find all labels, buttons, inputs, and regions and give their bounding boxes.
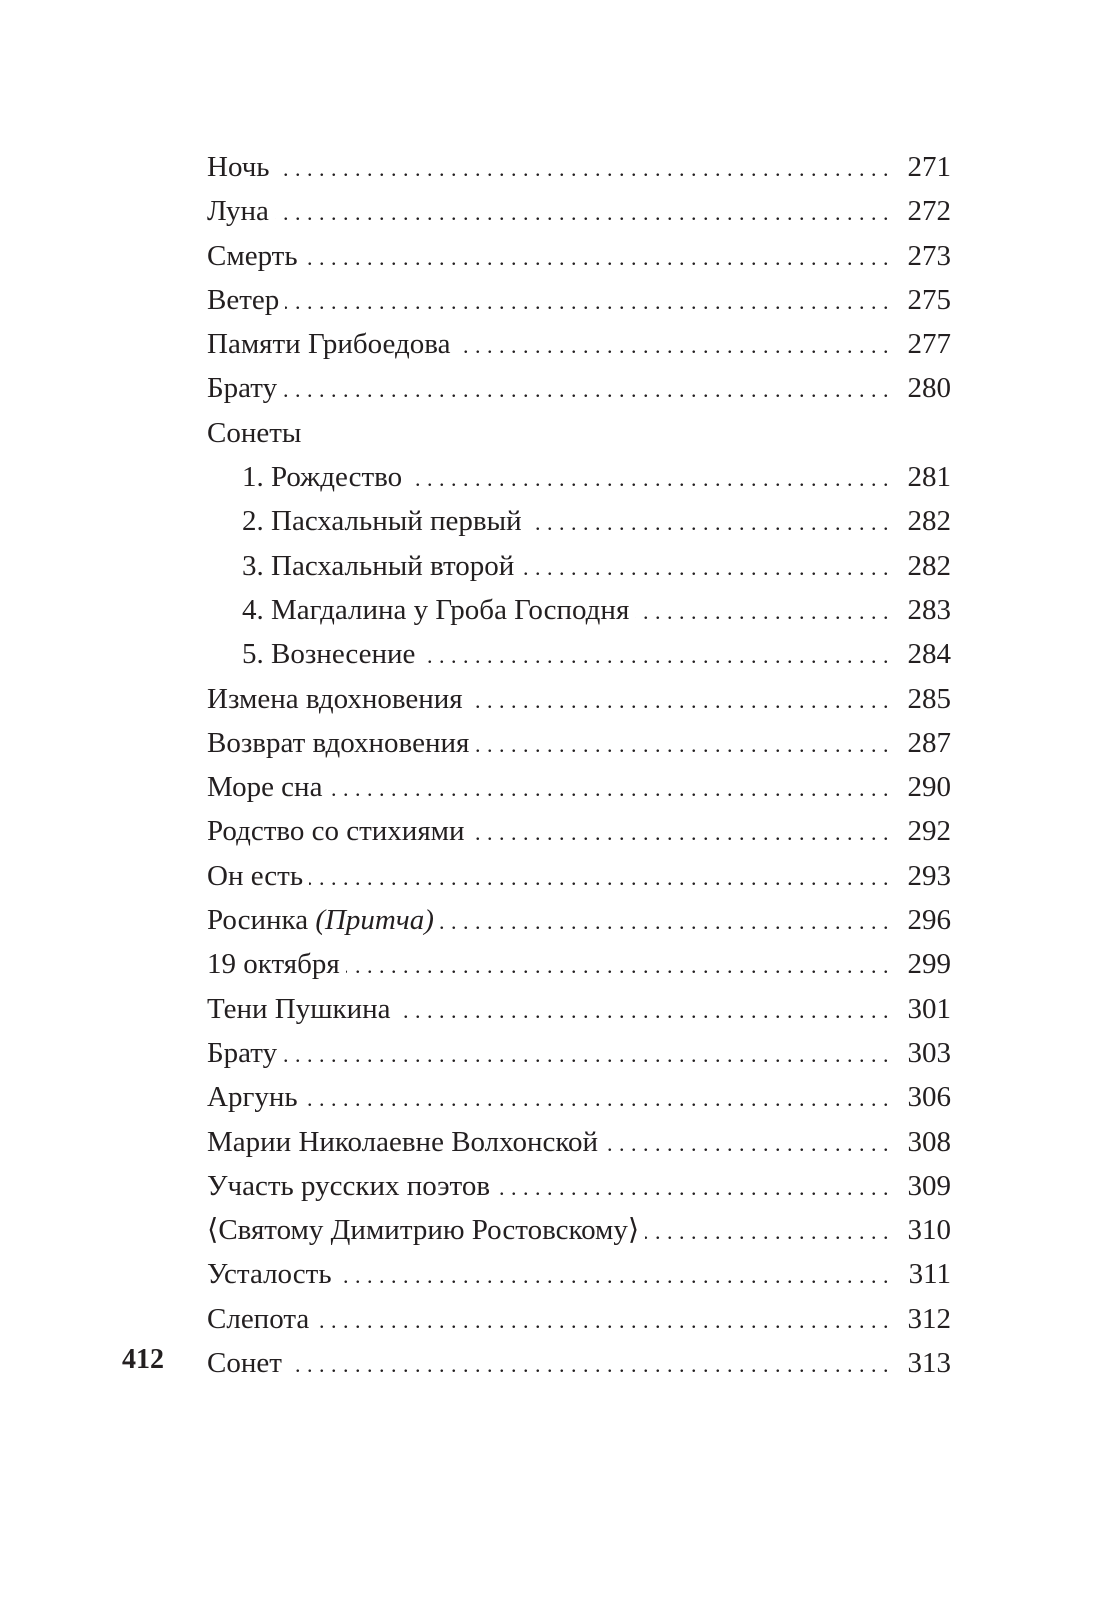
entry-title: Усталость [207,1252,338,1296]
entry-title: Брату [207,366,283,410]
entry-page: 292 [889,809,951,853]
entry-page: 280 [889,366,951,410]
entry-page: 282 [889,544,951,588]
toc-entry[interactable] [207,234,951,278]
entry-page: 281 [889,455,951,499]
section-title: Сонеты [207,411,307,455]
toc-subentry[interactable] [207,499,951,543]
dot-leader [304,236,889,280]
toc-entry[interactable] [207,721,951,765]
entry-title: Тени Пушкина [207,987,397,1031]
entry-title: Марии Николаевне Волхонской [207,1120,604,1164]
entry-title: Он есть [207,854,309,898]
toc-entry[interactable] [207,1075,951,1119]
toc-subentry[interactable] [207,588,951,632]
toc-entry[interactable] [207,765,951,809]
dot-leader [285,280,889,324]
toc-entry[interactable] [207,1120,951,1164]
dot-leader [456,324,889,368]
entry-title: Памяти Грибоедова [207,322,456,366]
entry-title: ⟨Святому Димитрию Ростовскому⟩ [207,1208,645,1252]
dot-leader [275,191,889,235]
toc-entry[interactable] [207,1164,951,1208]
dot-leader [635,590,889,634]
entry-page: 299 [889,942,951,986]
toc-section-heading [207,411,951,455]
entry-title: Сонет [207,1341,288,1385]
entry-title: Возврат вдохновения [207,721,475,765]
toc-entry[interactable] [207,942,951,986]
dot-leader [475,723,889,767]
dot-leader [645,1210,889,1254]
dot-leader [397,989,889,1033]
entry-title: 1. Рождество [207,455,408,499]
toc-entry[interactable] [207,677,951,721]
entry-page: 311 [889,1252,951,1296]
dot-leader [346,944,889,988]
entry-title: Брату [207,1031,283,1075]
entry-title: Участь русских поэтов [207,1164,496,1208]
toc-entry[interactable] [207,809,951,853]
entry-title: 3. Пасхальный второй [207,544,520,588]
entry-page: 312 [889,1297,951,1341]
entry-title: Ночь [207,145,276,189]
dot-leader [421,634,889,678]
entry-page: 271 [889,145,951,189]
entry-title: Море сна [207,765,328,809]
dot-leader [283,368,889,412]
entry-title: 19 октября [207,942,346,986]
entry-page: 303 [889,1031,951,1075]
toc-subentry[interactable] [207,544,951,588]
entry-page: 310 [889,1208,951,1252]
entry-title: 5. Вознесение [207,632,421,676]
entry-page: 290 [889,765,951,809]
entry-title: Смерть [207,234,304,278]
entry-page: 293 [889,854,951,898]
table-of-contents [207,145,951,1385]
entry-title: 4. Магдалина у Гроба Господня [207,588,635,632]
dot-leader [408,457,889,501]
entry-page: 273 [889,234,951,278]
entry-title-text: Росинка [207,904,309,937]
page-number: 412 [122,1344,164,1375]
dot-leader [471,811,889,855]
toc-entry[interactable] [207,1031,951,1075]
entry-page: 283 [889,588,951,632]
toc-entry[interactable] [207,278,951,322]
dot-leader [315,1299,889,1343]
entry-page: 306 [889,1075,951,1119]
dot-leader [309,856,889,900]
entry-title: Луна [207,189,275,233]
entry-title: Аргунь [207,1075,304,1119]
entry-title: Ветер [207,278,285,322]
entry-title [207,898,440,942]
dot-leader [496,1166,889,1210]
dot-leader [440,900,889,944]
toc-entry[interactable] [207,1297,951,1341]
entry-title-italic: (Притча) [315,904,434,937]
dot-leader [520,546,889,590]
dot-leader [604,1122,889,1166]
dot-leader [283,1033,889,1077]
toc-entry[interactable] [207,366,951,410]
toc-entry[interactable] [207,145,951,189]
entry-title: Измена вдохновения [207,677,469,721]
entry-title: Родство со стихиями [207,809,471,853]
entry-page: 277 [889,322,951,366]
toc-entry[interactable] [207,854,951,898]
dot-leader [276,147,889,191]
dot-leader [338,1254,889,1298]
entry-page: 285 [889,677,951,721]
toc-entry[interactable] [207,987,951,1031]
entry-page: 313 [889,1341,951,1385]
toc-entry[interactable] [207,322,951,366]
dot-leader [528,501,889,545]
entry-page: 309 [889,1164,951,1208]
entry-page: 284 [889,632,951,676]
dot-leader [328,767,889,811]
toc-subentry[interactable] [207,632,951,676]
toc-entry[interactable] [207,1341,951,1385]
toc-entry[interactable] [207,898,951,942]
entry-page: 282 [889,499,951,543]
entry-page: 272 [889,189,951,233]
toc-subentry[interactable] [207,455,951,499]
dot-leader [469,679,889,723]
toc-entry[interactable] [207,1208,951,1252]
dot-leader [304,1077,889,1121]
entry-title: 2. Пасхальный первый [207,499,528,543]
toc-entry[interactable] [207,1252,951,1296]
entry-title: Слепота [207,1297,315,1341]
toc-entry[interactable] [207,189,951,233]
entry-page: 308 [889,1120,951,1164]
entry-page: 301 [889,987,951,1031]
entry-page: 275 [889,278,951,322]
entry-page: 296 [889,898,951,942]
dot-leader [288,1343,889,1387]
entry-page: 287 [889,721,951,765]
